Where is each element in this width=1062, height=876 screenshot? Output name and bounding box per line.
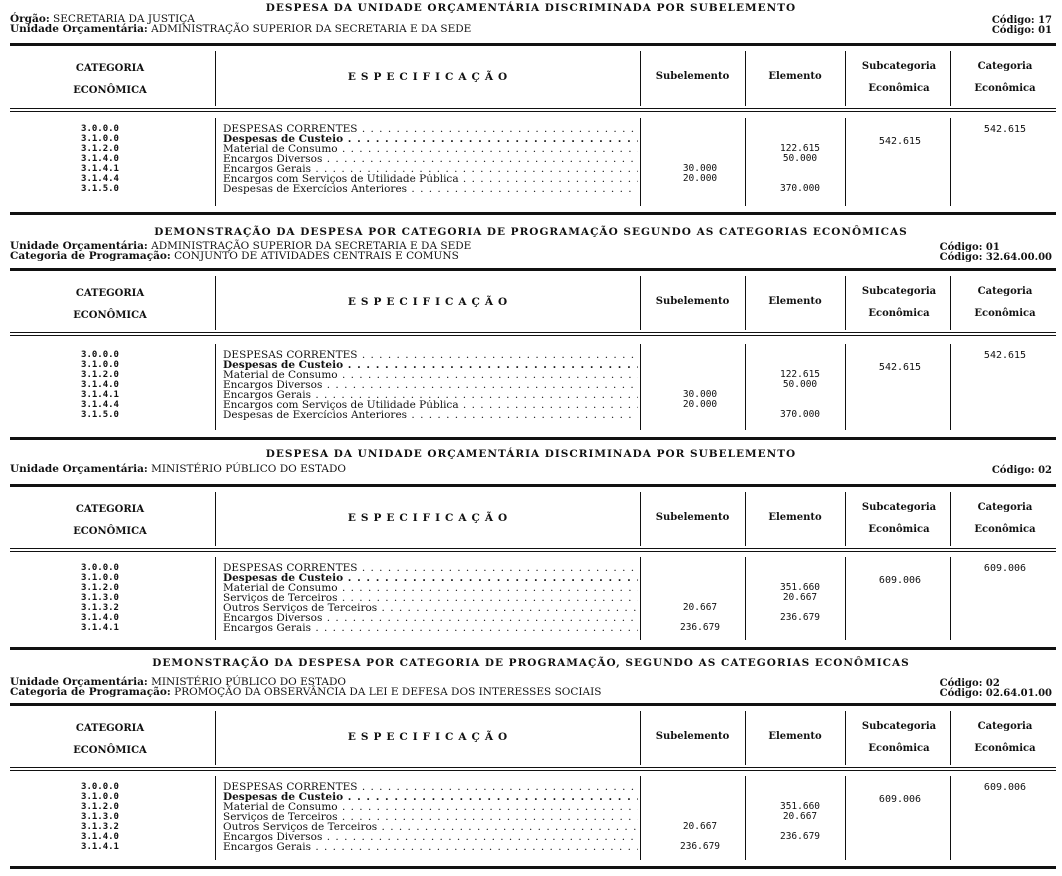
header-categoria-line1: CATEGORIA — [75, 504, 145, 515]
section-title: DESPESA DA UNIDADE ORÇAMENTÁRIA DISCRIMINADA POR SUBELEMENTO — [265, 2, 797, 14]
header-subcategoria-line2: Econômica — [868, 524, 930, 535]
column-divider — [950, 711, 951, 765]
header-categoria-col-line2: Econômica — [974, 743, 1036, 754]
column-divider — [845, 776, 846, 860]
header-categoria-col-line2: Econômica — [974, 524, 1036, 535]
specification-item: Despesas de Custeio . . . — [223, 134, 638, 144]
category-code: 3.1.4.0 — [81, 154, 119, 164]
section-title: DEMONSTRAÇÃO DA DESPESA POR CATEGORIA DE PROGRAMAÇÃO SEGUNDO AS CATEGORIAS ECONÔMICAS — [154, 226, 908, 238]
header-subelemento: Subelemento — [655, 71, 730, 82]
category-code: 3.0.0.0 — [81, 782, 119, 792]
category-code: 3.0.0.0 — [81, 350, 119, 360]
column-divider — [215, 711, 216, 765]
subelemento-values — [660, 782, 740, 852]
subelemento-value: 236.679 — [679, 841, 721, 852]
info-1-value: ADMINISTRAÇÃO SUPERIOR DA SECRETARIA E DA SEDE — [151, 240, 472, 252]
category-code: 3.1.3.2 — [81, 822, 119, 832]
elemento-value: 122.615 — [779, 369, 821, 380]
category-code: 3.1.5.0 — [81, 410, 119, 420]
categoria-value: 609.006 — [983, 563, 1027, 574]
header-categoria-col-line1: Categoria — [977, 286, 1033, 297]
specification-item: Encargos Diversos . . . — [223, 613, 638, 623]
category-code: 3.1.2.0 — [81, 370, 119, 380]
info-1-label: Órgão: — [10, 13, 50, 25]
code-2: Código: 01 — [991, 25, 1052, 36]
header-categoria-line1: CATEGORIA — [75, 63, 145, 74]
header-categoria-line2: ECONÔMICA — [73, 745, 147, 756]
header-rule-2 — [10, 770, 1056, 771]
header-categoria-line1: CATEGORIA — [75, 723, 145, 734]
info-2-label: Categoria de Programação: — [10, 686, 171, 698]
categoria-value: 542.615 — [983, 124, 1027, 135]
code-1: Código: 02 — [991, 465, 1052, 476]
info-1-label: Unidade Orçamentária: — [10, 463, 148, 475]
specification-item: Despesas de Custeio . . . — [223, 360, 638, 370]
specification-item: DESPESAS CORRENTES . . . — [223, 782, 638, 792]
elemento-value: 351.660 — [779, 801, 821, 812]
header-especificacao: ESPECIFICAÇÃO — [347, 71, 513, 83]
specification-item: Material de Consumo . . . — [223, 144, 638, 154]
specification-item: Material de Consumo . . . — [223, 802, 638, 812]
header-categoria-line1: CATEGORIA — [75, 288, 145, 299]
elemento-value: 236.679 — [779, 831, 821, 842]
header-categoria-line2: ECONÔMICA — [73, 310, 147, 321]
header-subcategoria-line2: Econômica — [868, 83, 930, 94]
category-code: 3.1.0.0 — [81, 134, 119, 144]
specification-item: Serviços de Terceiros . . . — [223, 593, 638, 603]
specification-item: Encargos Gerais . . . — [223, 390, 638, 400]
subelemento-value: 20.667 — [682, 602, 718, 613]
header-elemento: Elemento — [768, 71, 822, 82]
code-1: Código: 17 — [991, 15, 1052, 26]
column-divider — [745, 711, 746, 765]
header-elemento: Elemento — [768, 296, 822, 307]
info-2-value: CONJUNTO DE ATIVIDADES CENTRAIS E COMUNS — [174, 250, 459, 262]
section-title: DEMONSTRAÇÃO DA DESPESA POR CATEGORIA DE PROGRAMAÇÃO, SEGUNDO AS CATEGORIAS ECONÔMICAS — [152, 657, 910, 669]
code-1: Código: 01 — [939, 242, 1000, 253]
info-1-value: MINISTÉRIO PÚBLICO DO ESTADO — [151, 676, 347, 688]
specification-list — [223, 782, 638, 852]
specification-item: Encargos Diversos . . . — [223, 154, 638, 164]
category-code: 3.1.4.4 — [81, 174, 119, 184]
specification-item: Despesas de Custeio . . . — [223, 792, 638, 802]
category-code: 3.1.3.0 — [81, 812, 119, 822]
column-divider — [640, 711, 641, 765]
header-subcategoria-line1: Subcategoria — [861, 286, 937, 297]
specification-item: Encargos Gerais . . . — [223, 842, 638, 852]
category-code: 3.1.3.2 — [81, 603, 119, 613]
header-categoria-line2: ECONÔMICA — [73, 85, 147, 96]
info-1-value: MINISTÉRIO PÚBLICO DO ESTADO — [151, 463, 347, 475]
specification-item: DESPESAS CORRENTES . . . — [223, 350, 638, 360]
info-2-label: Unidade Orçamentária: — [10, 23, 148, 35]
category-code: 3.1.0.0 — [81, 360, 119, 370]
subcategoria-value: 542.615 — [878, 362, 922, 373]
bottom-rule — [10, 866, 1056, 869]
column-divider — [640, 776, 641, 860]
category-code: 3.0.0.0 — [81, 563, 119, 573]
code-1: Código: 02 — [939, 678, 1000, 689]
categoria-value: 542.615 — [983, 350, 1027, 361]
subcategoria-value: 609.006 — [878, 575, 922, 586]
header-subcategoria-line1: Subcategoria — [861, 502, 937, 513]
subelemento-value — [660, 792, 740, 802]
subelemento-value: 20.667 — [682, 821, 718, 832]
elemento-value: 370.000 — [779, 183, 821, 194]
column-divider — [845, 711, 846, 765]
specification-item: Serviços de Terceiros . . . — [223, 812, 638, 822]
subelemento-value: 20.000 — [682, 399, 718, 410]
header-especificacao: ESPECIFICAÇÃO — [347, 512, 513, 524]
header-subcategoria-line2: Econômica — [868, 743, 930, 754]
category-code: 3.1.2.0 — [81, 583, 119, 593]
info-1-label: Unidade Orçamentária: — [10, 676, 148, 688]
header-subelemento: Subelemento — [655, 512, 730, 523]
category-code: 3.1.4.0 — [81, 613, 119, 623]
header-categoria-col-line2: Econômica — [974, 308, 1036, 319]
header-categoria-col-line1: Categoria — [977, 61, 1033, 72]
column-divider — [215, 776, 216, 860]
section-codes — [940, 679, 1052, 699]
specification-item: Encargos Diversos . . . — [223, 832, 638, 842]
specification-item: Encargos com Serviços de Utilidade Pública . . . — [223, 400, 638, 410]
specification-item: Encargos com Serviços de Utilidade Pública . . . — [223, 174, 638, 184]
category-code: 3.1.4.1 — [81, 842, 119, 852]
subelemento-value — [660, 802, 740, 812]
header-especificacao: ESPECIFICAÇÃO — [347, 731, 513, 743]
elemento-value: 122.615 — [779, 143, 821, 154]
elemento-value: 370.000 — [779, 409, 821, 420]
specification-item: Encargos Gerais . . . — [223, 623, 638, 633]
info-1-label: Unidade Orçamentária: — [10, 240, 148, 252]
subcategoria-value: 609.006 — [878, 794, 922, 805]
header-subelemento: Subelemento — [655, 296, 730, 307]
header-categoria-line2: ECONÔMICA — [73, 526, 147, 537]
subelemento-value: 20.000 — [682, 173, 718, 184]
info-2-value: PROMOÇÃO DA OBSERVÂNCIA DA LEI E DEFESA DOS INTERESSES SOCIAIS — [174, 686, 602, 698]
specification-item: Material de Consumo . . . — [223, 583, 638, 593]
subcategoria-value: 542.615 — [878, 136, 922, 147]
header-subcategoria-line2: Econômica — [868, 308, 930, 319]
specification-item: Material de Consumo . . . — [223, 370, 638, 380]
section-info — [10, 677, 601, 697]
header-categoria-col-line2: Econômica — [974, 83, 1036, 94]
subelemento-value: 30.000 — [682, 389, 718, 400]
subelemento-value — [660, 782, 740, 792]
info-line-2 — [10, 687, 601, 697]
header-elemento: Elemento — [768, 731, 822, 742]
column-divider — [950, 776, 951, 860]
header-especificacao: ESPECIFICAÇÃO — [347, 296, 513, 308]
category-code: 3.1.2.0 — [81, 802, 119, 812]
specification-item: DESPESAS CORRENTES . . . — [223, 563, 638, 573]
category-code: 3.0.0.0 — [81, 124, 119, 134]
specification-item: Despesas de Exercícios Anteriores . . . — [223, 410, 638, 420]
subelemento-value: 30.000 — [682, 163, 718, 174]
header-subcategoria-line1: Subcategoria — [861, 61, 937, 72]
category-code: 3.1.3.0 — [81, 593, 119, 603]
specification-item: Outros Serviços de Terceiros . . . — [223, 822, 638, 832]
code-2: Código: 02.64.01.00 — [939, 688, 1052, 699]
elemento-value: 351.660 — [779, 582, 821, 593]
header-rule — [10, 767, 1056, 768]
category-code: 3.1.4.1 — [81, 390, 119, 400]
category-code: 3.1.4.4 — [81, 400, 119, 410]
header-subcategoria — [850, 721, 948, 755]
header-subelemento: Subelemento — [655, 731, 730, 742]
code-2: Código: 32.64.00.00 — [939, 252, 1052, 263]
categoria-value: 609.006 — [983, 782, 1027, 793]
specification-item: DESPESAS CORRENTES . . . — [223, 124, 638, 134]
elemento-values — [760, 782, 840, 852]
top-rule — [10, 703, 1056, 706]
column-divider — [745, 776, 746, 860]
info-2-label: Categoria de Programação: — [10, 250, 171, 262]
category-code: 3.1.2.0 — [81, 144, 119, 154]
specification-item: Encargos Diversos . . . — [223, 380, 638, 390]
elemento-value: 20.667 — [782, 592, 818, 603]
subelemento-value: 236.679 — [679, 622, 721, 633]
header-categoria-col-line1: Categoria — [977, 721, 1033, 732]
info-2-value: ADMINISTRAÇÃO SUPERIOR DA SECRETARIA E DA SEDE — [151, 23, 472, 35]
category-code: 3.1.4.0 — [81, 380, 119, 390]
category-code: 3.1.0.0 — [81, 792, 119, 802]
section-title: DESPESA DA UNIDADE ORÇAMENTÁRIA DISCRIMINADA POR SUBELEMENTO — [265, 448, 797, 460]
header-elemento: Elemento — [768, 512, 822, 523]
category-code: 3.1.4.0 — [81, 832, 119, 842]
specification-item: Despesas de Custeio . . . — [223, 573, 638, 583]
elemento-value: 50.000 — [782, 153, 818, 164]
info-1-value: SECRETARIA DA JUSTIÇA — [53, 13, 195, 25]
specification-item: Outros Serviços de Terceiros . . . — [223, 603, 638, 613]
category-code: 3.1.0.0 — [81, 573, 119, 583]
header-subcategoria-line1: Subcategoria — [861, 721, 937, 732]
header-categoria — [55, 723, 165, 757]
elemento-value: 20.667 — [782, 811, 818, 822]
header-categoria-col — [955, 721, 1055, 755]
category-code: 3.1.4.1 — [81, 623, 119, 633]
category-codes — [60, 782, 140, 852]
header-categoria-col-line1: Categoria — [977, 502, 1033, 513]
specification-item: Despesas de Exercícios Anteriores . . . — [223, 184, 638, 194]
elemento-value — [760, 842, 840, 852]
category-code: 3.1.4.1 — [81, 164, 119, 174]
elemento-value — [760, 782, 840, 792]
elemento-value: 50.000 — [782, 379, 818, 390]
category-code: 3.1.5.0 — [81, 184, 119, 194]
specification-item: Encargos Gerais . . . — [223, 164, 638, 174]
elemento-value: 236.679 — [779, 612, 821, 623]
